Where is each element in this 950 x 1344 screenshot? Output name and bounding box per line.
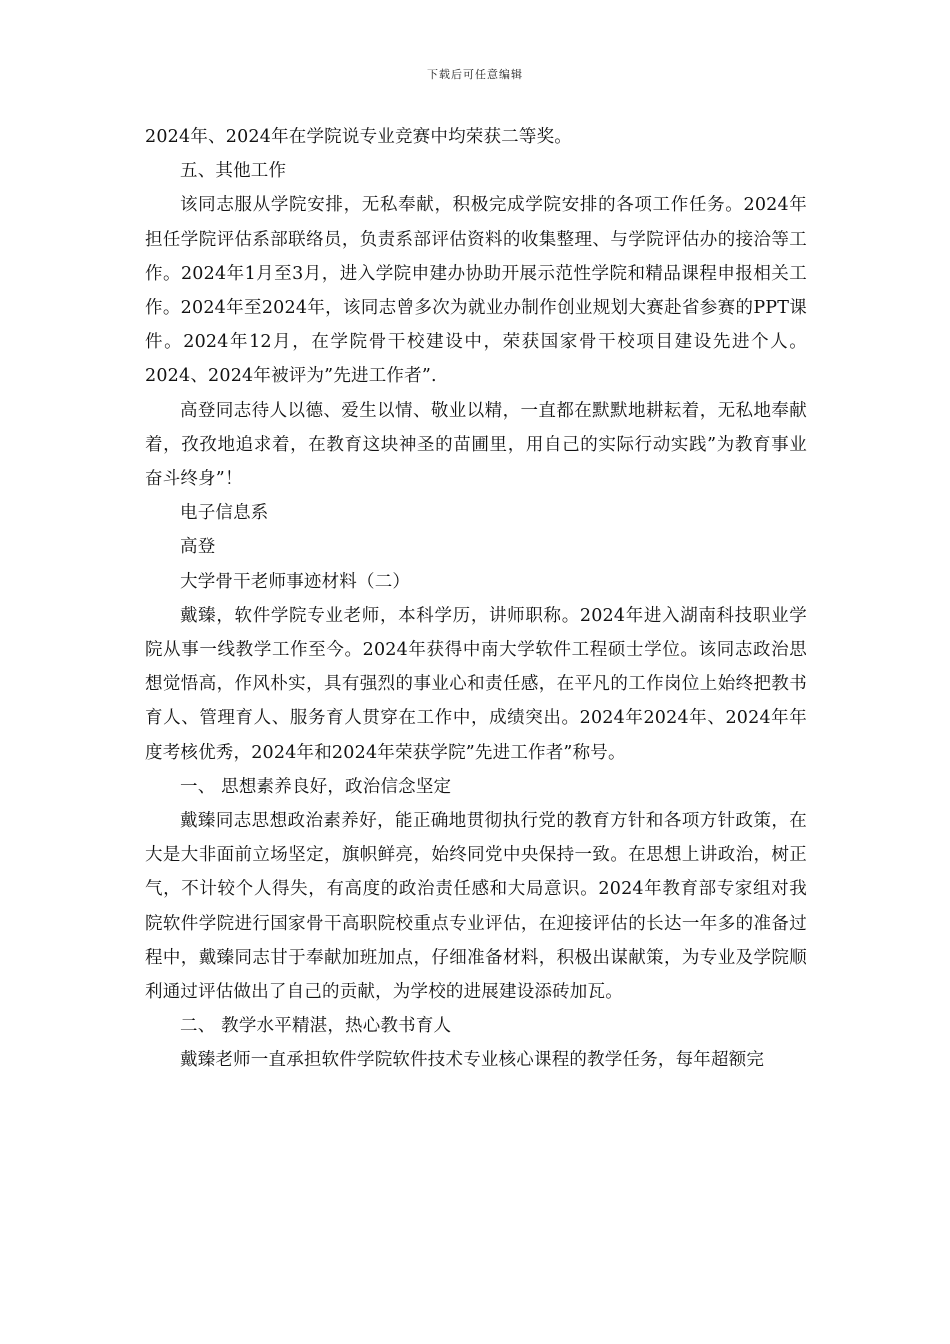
paragraph-intro-daizhen: 戴臻，软件学院专业老师，本科学历，讲师职称。2024年进入湖南科技职业学院从事一线教学工作至今。2024年获得中南大学软件工程硕士学位。该同志政治思想觉悟高，作风朴实，具有强烈的事业心和责任感，在平凡的工作岗位上始终把教书育人、管理育人、服务育人贯穿在工作中，成绩突出。2024年2024年、2024年年度考核优秀，2024年和2024年荣获学院”先进工作者”称号。 — [145, 605, 807, 763]
document-body — [145, 120, 807, 1078]
document-title-part-two: 大学骨干老师事迹材料（二） — [180, 571, 411, 592]
page-header-note: 下载后可任意编辑 — [427, 68, 523, 81]
paragraph-teaching: 戴臻老师一直承担软件学院软件技术专业核心课程的教学任务，每年超额完 — [180, 1050, 765, 1071]
section-heading-ideology: 一、 思想素养良好，政治信念坚定 — [180, 776, 452, 797]
author-signature: 高登 — [180, 537, 216, 558]
paragraph-ideology: 戴臻同志思想政治素养好，能正确地贯彻执行党的教育方针和各项方针政策，在大是大非面前立场坚定，旗帜鲜亮，始终同党中央保持一致。在思想上讲政治，树正气，不计较个人得失，有高度的政治责任感和大局意识。2024年教育部专家组对我院软件学院进行国家骨干高职院校重点专业评估，在迎接评估的长达一年多的准备过程中，戴臻同志甘于奉献加班加点，仔细准备材料，积极出谋献策，为专业及学院顺利通过评估做出了自己的贡献，为学校的进展建设添砖加瓦。 — [145, 811, 807, 1003]
section-heading-teaching: 二、 教学水平精湛，热心教书育人 — [180, 1016, 452, 1037]
paragraph-summary-gaodeng: 高登同志待人以德、爱生以情、敬业以精，一直都在默默地耕耘着，无私地奉献着，孜孜地追求着，在教育这块神圣的苗圃里，用自己的实际行动实践”为教育事业奋斗终身”！ — [145, 400, 807, 490]
paragraph-award-continuation: 2024年、2024年在学院说专业竞赛中均荣获二等奖。 — [145, 127, 572, 147]
department-signature: 电子信息系 — [180, 503, 269, 524]
paragraph-other-work: 该同志服从学院安排，无私奉献，积极完成学院安排的各项工作任务。2024年担任学院评估系部联络员，负责系部评估资料的收集整理、与学院评估办的接洽等工作。2024年1月至3月，进入学院申建办协助开展示范性学院和精品课程申报相关工作。2024年至2024年，该同志曾多次为就业办制作创业规划大赛赴省参赛的PPT课件。2024年12月，在学院骨干校建设中，荣获国家骨干校项目建设先进个人。2024、2024年被评为”先进工作者”. — [145, 195, 807, 387]
section-heading-other-work: 五、其他工作 — [180, 161, 287, 182]
